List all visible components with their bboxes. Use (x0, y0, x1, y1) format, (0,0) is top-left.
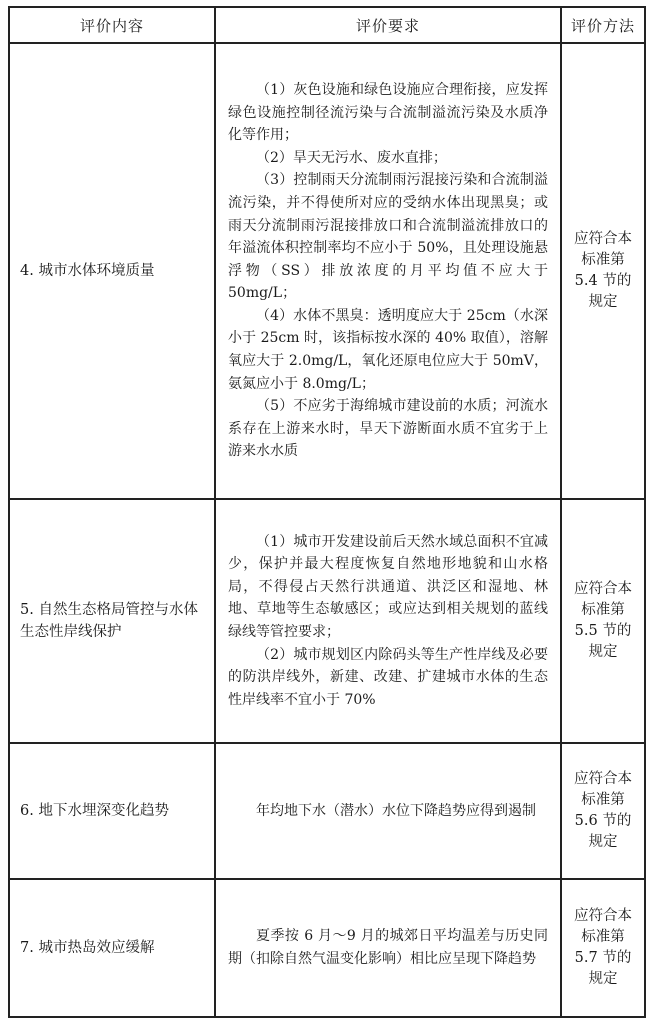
row-requirements-cell (215, 743, 561, 879)
row-method-cell (561, 743, 645, 879)
method-line: 规定 (588, 834, 618, 850)
table-row (9, 499, 645, 743)
table-header-row (9, 7, 645, 43)
table-row (9, 879, 645, 1017)
method-line: 标准第 (581, 792, 625, 808)
row-requirements-cell (215, 499, 561, 743)
method-line: 应符合本 (574, 231, 632, 247)
method-line: 应符合本 (574, 581, 632, 597)
method-line: 5.5 节的 (574, 623, 632, 639)
method-line: 规定 (588, 971, 618, 987)
evaluation-table (8, 6, 646, 1018)
requirement-item: （2）旱天无污水、废水直排； (256, 149, 447, 166)
method-line: 应符合本 (574, 908, 632, 924)
requirement-item: 年均地下水（潜水）水位下降趋势应得到遏制 (256, 802, 536, 819)
requirement-item: （5）不应劣于海绵城市建设前的水质；河流水系存在上游来水时，旱天下游断面水质不宜劣于上游来水水质 (228, 398, 548, 460)
requirement-item: （1）城市开发建设前后天然水域总面积不宜减少，保护并最大程度恢复自然地形地貌和山水格局，不得侵占天然行洪通道、洪泛区和湿地、林地、草地等生态敏感区；或应达到相关规划的蓝线绿线等管控要求； (228, 533, 548, 640)
row-content-cell: 6. 地下水埋深变化趋势 (9, 743, 215, 879)
requirement-item: （1）灰色设施和绿色设施应合理衔接，应发挥绿色设施控制径流污染与合流制溢流污染及水质净化等作用； (228, 81, 548, 144)
requirement-item: （4）水体不黑臭：透明度应大于 25cm（水深小于 25cm 时，该指标按水深的 40% 取值），溶解氧应大于 2.0mg/L，氧化还原电位应大于 50mV，氨氮应小于 8.0mg/L； (228, 307, 548, 392)
table-row (9, 743, 645, 879)
method-line: 规定 (588, 644, 618, 660)
requirement-item: 夏季按 6 月～9 月的城郊日平均温差与历史同期（扣除自然气温变化影响）相比应呈现下降趋势 (228, 928, 548, 967)
method-line: 应符合本 (574, 771, 632, 787)
method-line: 5.6 节的 (574, 813, 632, 829)
method-line: 标准第 (581, 929, 625, 945)
row-method-cell (561, 879, 645, 1017)
row-content-cell: 4. 城市水体环境质量 (9, 43, 215, 499)
row-method-cell (561, 499, 645, 743)
row-content-cell: 5. 自然生态格局管控与水体生态性岸线保护 (9, 499, 215, 743)
header-requirements: 评价要求 (215, 7, 561, 43)
row-content-cell: 7. 城市热岛效应缓解 (9, 879, 215, 1017)
header-content: 评价内容 (9, 7, 215, 43)
requirement-item: （3）控制雨天分流制雨污混接污染和合流制溢流污染，并不得使所对应的受纳水体出现黑臭；或雨天分流制雨污混接排放口和合流制溢流排放口的年溢流体积控制率均不应小于 50%，且处理设施悬浮物（SS）排放浓度的月平均值不应大于 50mg/L； (228, 172, 548, 302)
requirement-item: （2）城市规划区内除码头等生产性岸线及必要的防洪岸线外，新建、改建、扩建城市水体的生态性岸线率不宜小于 70% (228, 646, 548, 708)
row-method-cell (561, 43, 645, 499)
method-line: 规定 (588, 294, 618, 310)
method-line: 5.4 节的 (574, 273, 632, 289)
row-requirements-cell (215, 879, 561, 1017)
header-method: 评价方法 (561, 7, 645, 43)
method-line: 标准第 (581, 252, 625, 268)
table-row (9, 43, 645, 499)
method-line: 标准第 (581, 602, 625, 618)
method-line: 5.7 节的 (574, 950, 632, 966)
row-requirements-cell (215, 43, 561, 499)
